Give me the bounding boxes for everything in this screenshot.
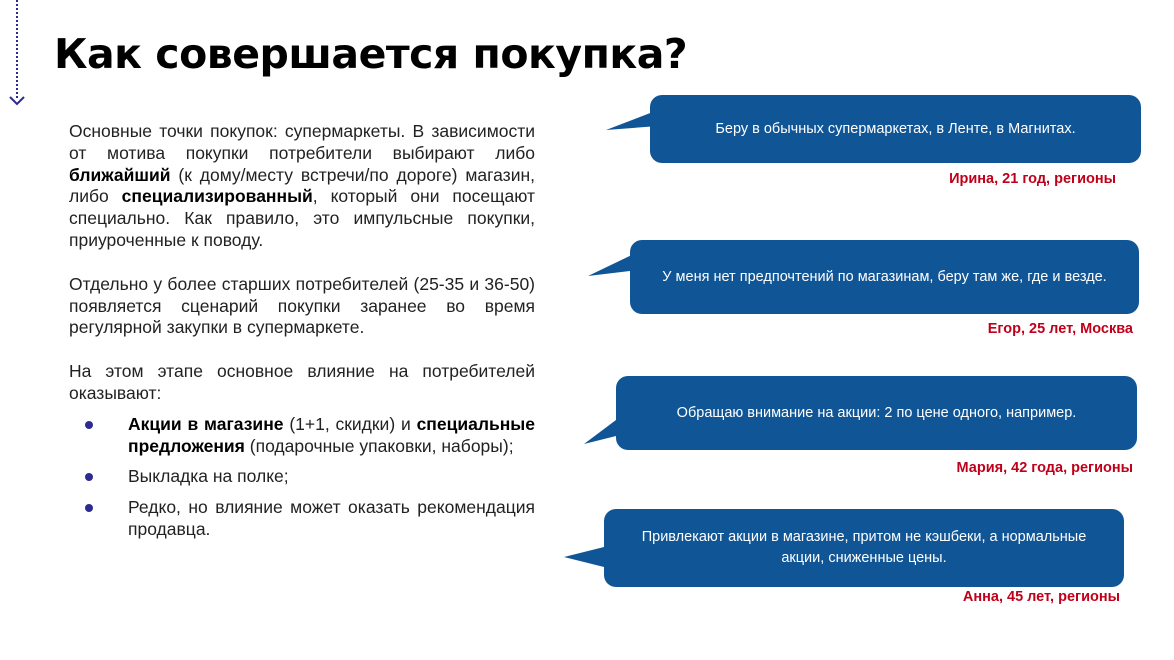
quote-author-4: Анна, 45 лет, регионы: [962, 589, 1120, 605]
influence-list: [69, 414, 535, 541]
paragraph-1: Основные точки покупок: супермаркеты. В зависимости от мотива покупки потребители выбирают либо ближайший (к дому/месту встречи/по дороге) магазин, либо специализированный, который они посещают специально. Как правило, это импульсные покупки, приуроченные к поводу.: [69, 121, 535, 250]
quote-bubble-2: У меня нет предпочтений по магазинам, беру там же, где и везде.: [630, 240, 1139, 314]
quote-author-2: Егор, 25 лет, Москва: [987, 321, 1133, 337]
quote-bubble-4: Привлекают акции в магазине, притом не кэшбеки, а нормальные акции, сниженные цены.: [604, 509, 1124, 587]
decorative-dotted-line: [16, 0, 18, 98]
quote-author-1: Ирина, 21 год, регионы: [949, 171, 1116, 187]
paragraph-2: Отдельно у более старших потребителей (25-35 и 36-50) появляется сценарий покупки заранее во время регулярной закупки в супермаркете.: [69, 273, 535, 338]
quote-bubble-1: Беру в обычных супермаркетах, в Ленте, в Магнитах.: [650, 95, 1141, 163]
page-title: Как совершается покупка?: [54, 30, 688, 78]
quote-bubble-3: Обращаю внимание на акции: 2 по цене одного, например.: [616, 376, 1137, 450]
list-item: Выкладка на полке;: [69, 466, 535, 488]
arrow-down-icon: [8, 94, 26, 108]
quote-author-3: Мария, 42 года, регионы: [956, 460, 1133, 476]
list-item: Акции в магазине (1+1, скидки) и специальные предложения (подарочные упаковки, наборы);: [69, 414, 535, 458]
list-item: Редко, но влияние может оказать рекомендация продавца.: [69, 497, 535, 541]
main-text: [69, 121, 535, 550]
paragraph-3: На этом этапе основное влияние на потребителей оказывают:: [69, 361, 535, 403]
